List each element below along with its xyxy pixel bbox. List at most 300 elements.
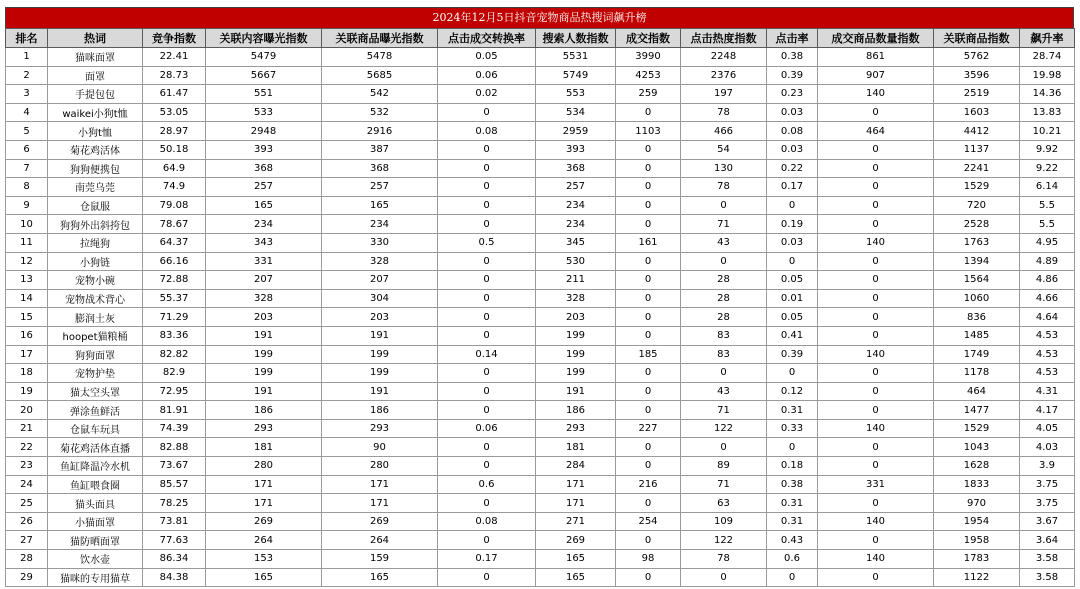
click-conversion-cell: 0 [438, 568, 536, 587]
searchers-index-cell: 271 [536, 512, 616, 531]
click-conversion-cell: 0.08 [438, 122, 536, 141]
related-product-cell: 3596 [934, 66, 1020, 85]
deal-quantity-cell: 140 [818, 419, 934, 438]
product-exposure-cell: 191 [322, 326, 438, 345]
table-row[interactable] [6, 48, 1075, 67]
rank-cell: 3 [6, 85, 48, 104]
product-exposure-cell: 280 [322, 457, 438, 476]
table-row[interactable] [6, 494, 1075, 513]
click-heat-cell: 71 [681, 401, 767, 420]
searchers-index-cell: 293 [536, 419, 616, 438]
keyword-cell: 狗狗便携包 [48, 159, 143, 178]
rank-cell: 12 [6, 252, 48, 271]
searchers-index-cell: 284 [536, 457, 616, 476]
surge-rate-cell: 3.75 [1020, 494, 1075, 513]
click-heat-cell: 89 [681, 457, 767, 476]
searchers-index-cell: 553 [536, 85, 616, 104]
deal-quantity-cell: 140 [818, 512, 934, 531]
table-row[interactable] [6, 271, 1075, 290]
ctr-cell: 0 [767, 196, 818, 215]
click-conversion-cell: 0 [438, 382, 536, 401]
ranking-sheet [5, 7, 1074, 587]
click-heat-cell: 0 [681, 364, 767, 383]
searchers-index-cell: 191 [536, 382, 616, 401]
deal-quantity-cell: 0 [818, 271, 934, 290]
rank-cell: 19 [6, 382, 48, 401]
deal-quantity-cell: 0 [818, 215, 934, 234]
competition-index-cell: 78.25 [143, 494, 206, 513]
ctr-cell: 0.43 [767, 531, 818, 550]
deal-quantity-cell: 0 [818, 308, 934, 327]
competition-index-cell: 28.73 [143, 66, 206, 85]
product-exposure-cell: 191 [322, 382, 438, 401]
competition-index-cell: 72.95 [143, 382, 206, 401]
deal-index-cell: 0 [616, 494, 681, 513]
rank-cell: 21 [6, 419, 48, 438]
table-row[interactable] [6, 364, 1075, 383]
ctr-cell: 0.05 [767, 271, 818, 290]
competition-index-cell: 82.9 [143, 364, 206, 383]
surge-rate-cell: 9.22 [1020, 159, 1075, 178]
searchers-index-cell: 199 [536, 345, 616, 364]
deal-index-cell: 227 [616, 419, 681, 438]
click-heat-cell: 28 [681, 308, 767, 327]
surge-rate-cell: 4.03 [1020, 438, 1075, 457]
keyword-cell: 南莞乌莞 [48, 178, 143, 197]
product-exposure-cell: 171 [322, 494, 438, 513]
content-exposure-cell: 5479 [206, 48, 322, 67]
deal-quantity-cell: 0 [818, 531, 934, 550]
surge-rate-cell: 13.83 [1020, 103, 1075, 122]
rank-cell: 25 [6, 494, 48, 513]
deal-index-cell: 0 [616, 364, 681, 383]
competition-index-cell: 79.08 [143, 196, 206, 215]
competition-index-cell: 74.9 [143, 178, 206, 197]
click-conversion-cell: 0.06 [438, 419, 536, 438]
deal-index-cell: 0 [616, 252, 681, 271]
keyword-cell: 仓鼠服 [48, 196, 143, 215]
content-exposure-cell: 368 [206, 159, 322, 178]
keyword-cell: 宠物小碗 [48, 271, 143, 290]
click-heat-cell: 83 [681, 345, 767, 364]
rank-cell: 10 [6, 215, 48, 234]
surge-rate-cell: 4.05 [1020, 419, 1075, 438]
competition-index-cell: 82.88 [143, 438, 206, 457]
deal-index-cell: 0 [616, 103, 681, 122]
deal-index-cell: 1103 [616, 122, 681, 141]
rank-cell: 6 [6, 140, 48, 159]
click-heat-cell: 71 [681, 215, 767, 234]
related-product-cell: 1122 [934, 568, 1020, 587]
rank-cell: 5 [6, 122, 48, 141]
click-heat-cell: 78 [681, 550, 767, 569]
table-row[interactable] [6, 326, 1075, 345]
surge-rate-cell: 4.64 [1020, 308, 1075, 327]
click-heat-cell: 78 [681, 103, 767, 122]
competition-index-cell: 81.91 [143, 401, 206, 420]
deal-quantity-cell: 140 [818, 550, 934, 569]
table-row[interactable] [6, 475, 1075, 494]
ctr-cell: 0.31 [767, 401, 818, 420]
table-row[interactable] [6, 382, 1075, 401]
product-exposure-cell: 234 [322, 215, 438, 234]
keyword-cell: 面罩 [48, 66, 143, 85]
table-header-row [6, 29, 1075, 48]
related-product-cell: 1485 [934, 326, 1020, 345]
deal-quantity-cell: 0 [818, 457, 934, 476]
column-header[interactable]: 竞争指数 [143, 29, 206, 48]
rank-cell: 1 [6, 48, 48, 67]
keyword-cell: 小狗t恤 [48, 122, 143, 141]
surge-rate-cell: 3.58 [1020, 568, 1075, 587]
table-row[interactable] [6, 438, 1075, 457]
competition-index-cell: 64.37 [143, 233, 206, 252]
keyword-cell: 膨润土灰 [48, 308, 143, 327]
product-exposure-cell: 90 [322, 438, 438, 457]
table-row[interactable] [6, 308, 1075, 327]
content-exposure-cell: 293 [206, 419, 322, 438]
keyword-cell: 鱼缸降温冷水机 [48, 457, 143, 476]
column-header[interactable]: 成交商品数量指数 [818, 29, 934, 48]
surge-rate-cell: 4.53 [1020, 345, 1075, 364]
column-header[interactable]: 点击热度指数 [681, 29, 767, 48]
product-exposure-cell: 165 [322, 196, 438, 215]
keyword-cell: 弹涂鱼鲜活 [48, 401, 143, 420]
keyword-cell: hoopet猫粮桶 [48, 326, 143, 345]
click-conversion-cell: 0 [438, 457, 536, 476]
deal-quantity-cell: 140 [818, 233, 934, 252]
deal-quantity-cell: 861 [818, 48, 934, 67]
content-exposure-cell: 207 [206, 271, 322, 290]
rank-cell: 27 [6, 531, 48, 550]
deal-index-cell: 0 [616, 215, 681, 234]
click-conversion-cell: 0.6 [438, 475, 536, 494]
column-header[interactable]: 飙升率 [1020, 29, 1075, 48]
deal-index-cell: 0 [616, 438, 681, 457]
competition-index-cell: 82.82 [143, 345, 206, 364]
searchers-index-cell: 234 [536, 215, 616, 234]
table-row[interactable] [6, 401, 1075, 420]
content-exposure-cell: 264 [206, 531, 322, 550]
content-exposure-cell: 551 [206, 85, 322, 104]
keyword-cell: 拉绳狗 [48, 233, 143, 252]
searchers-index-cell: 328 [536, 289, 616, 308]
click-conversion-cell: 0 [438, 196, 536, 215]
click-conversion-cell: 0 [438, 308, 536, 327]
rank-cell: 4 [6, 103, 48, 122]
searchers-index-cell: 345 [536, 233, 616, 252]
table-row[interactable] [6, 252, 1075, 271]
click-conversion-cell: 0 [438, 531, 536, 550]
surge-rate-cell: 19.98 [1020, 66, 1075, 85]
surge-rate-cell: 28.74 [1020, 48, 1075, 67]
content-exposure-cell: 393 [206, 140, 322, 159]
column-header[interactable]: 点击成交转换率 [438, 29, 536, 48]
related-product-cell: 1833 [934, 475, 1020, 494]
table-row[interactable] [6, 289, 1075, 308]
content-exposure-cell: 5667 [206, 66, 322, 85]
table-row[interactable] [6, 159, 1075, 178]
ctr-cell: 0.03 [767, 103, 818, 122]
searchers-index-cell: 534 [536, 103, 616, 122]
competition-index-cell: 28.97 [143, 122, 206, 141]
keyword-cell: 猫防晒面罩 [48, 531, 143, 550]
click-heat-cell: 83 [681, 326, 767, 345]
ctr-cell: 0.39 [767, 345, 818, 364]
ctr-cell: 0.6 [767, 550, 818, 569]
deal-index-cell: 0 [616, 159, 681, 178]
rank-cell: 22 [6, 438, 48, 457]
competition-index-cell: 66.16 [143, 252, 206, 271]
competition-index-cell: 84.38 [143, 568, 206, 587]
competition-index-cell: 50.18 [143, 140, 206, 159]
competition-index-cell: 22.41 [143, 48, 206, 67]
related-product-cell: 970 [934, 494, 1020, 513]
table-row[interactable] [6, 196, 1075, 215]
keyword-cell: 猫咪面罩 [48, 48, 143, 67]
click-heat-cell: 109 [681, 512, 767, 531]
keyword-cell: 小猫面罩 [48, 512, 143, 531]
keyword-cell: 菊花鸡活体直播 [48, 438, 143, 457]
keyword-cell: waikei小狗t恤 [48, 103, 143, 122]
content-exposure-cell: 171 [206, 475, 322, 494]
related-product-cell: 1137 [934, 140, 1020, 159]
deal-index-cell: 216 [616, 475, 681, 494]
keyword-cell: 手提包包 [48, 85, 143, 104]
related-product-cell: 1783 [934, 550, 1020, 569]
competition-index-cell: 61.47 [143, 85, 206, 104]
related-product-cell: 1958 [934, 531, 1020, 550]
deal-index-cell: 0 [616, 140, 681, 159]
product-exposure-cell: 165 [322, 568, 438, 587]
product-exposure-cell: 203 [322, 308, 438, 327]
table-row[interactable] [6, 233, 1075, 252]
surge-rate-cell: 5.5 [1020, 196, 1075, 215]
competition-index-cell: 55.37 [143, 289, 206, 308]
ctr-cell: 0.39 [767, 66, 818, 85]
product-exposure-cell: 264 [322, 531, 438, 550]
column-header[interactable]: 成交指数 [616, 29, 681, 48]
deal-index-cell: 0 [616, 178, 681, 197]
related-product-cell: 5762 [934, 48, 1020, 67]
competition-index-cell: 85.57 [143, 475, 206, 494]
column-header[interactable]: 关联商品曝光指数 [322, 29, 438, 48]
rank-cell: 14 [6, 289, 48, 308]
deal-quantity-cell: 0 [818, 140, 934, 159]
click-conversion-cell: 0 [438, 159, 536, 178]
table-row[interactable] [6, 531, 1075, 550]
deal-quantity-cell: 0 [818, 196, 934, 215]
surge-rate-cell: 4.86 [1020, 271, 1075, 290]
searchers-index-cell: 257 [536, 178, 616, 197]
deal-quantity-cell: 140 [818, 85, 934, 104]
rank-cell: 23 [6, 457, 48, 476]
column-header[interactable]: 热词 [48, 29, 143, 48]
surge-rate-cell: 4.89 [1020, 252, 1075, 271]
click-heat-cell: 2248 [681, 48, 767, 67]
related-product-cell: 1954 [934, 512, 1020, 531]
surge-rate-cell: 4.53 [1020, 326, 1075, 345]
deal-quantity-cell: 0 [818, 103, 934, 122]
table-row[interactable] [6, 419, 1075, 438]
table-row[interactable] [6, 512, 1075, 531]
click-conversion-cell: 0 [438, 326, 536, 345]
click-heat-cell: 43 [681, 233, 767, 252]
click-conversion-cell: 0.05 [438, 48, 536, 67]
product-exposure-cell: 330 [322, 233, 438, 252]
competition-index-cell: 78.67 [143, 215, 206, 234]
related-product-cell: 2519 [934, 85, 1020, 104]
related-product-cell: 1628 [934, 457, 1020, 476]
related-product-cell: 1529 [934, 178, 1020, 197]
deal-index-cell: 4253 [616, 66, 681, 85]
click-heat-cell: 0 [681, 196, 767, 215]
surge-rate-cell: 3.67 [1020, 512, 1075, 531]
deal-quantity-cell: 0 [818, 494, 934, 513]
related-product-cell: 836 [934, 308, 1020, 327]
searchers-index-cell: 171 [536, 475, 616, 494]
keyword-cell: 猫太空头罩 [48, 382, 143, 401]
product-exposure-cell: 199 [322, 345, 438, 364]
rank-cell: 7 [6, 159, 48, 178]
deal-index-cell: 0 [616, 326, 681, 345]
deal-index-cell: 0 [616, 457, 681, 476]
product-exposure-cell: 387 [322, 140, 438, 159]
click-heat-cell: 2376 [681, 66, 767, 85]
competition-index-cell: 64.9 [143, 159, 206, 178]
click-conversion-cell: 0 [438, 271, 536, 290]
related-product-cell: 720 [934, 196, 1020, 215]
product-exposure-cell: 5478 [322, 48, 438, 67]
table-row[interactable] [6, 85, 1075, 104]
keyword-cell: 小狗链 [48, 252, 143, 271]
deal-index-cell: 0 [616, 289, 681, 308]
product-exposure-cell: 2916 [322, 122, 438, 141]
column-header[interactable]: 关联商品指数 [934, 29, 1020, 48]
ctr-cell: 0.38 [767, 475, 818, 494]
ctr-cell: 0.17 [767, 178, 818, 197]
deal-quantity-cell: 0 [818, 364, 934, 383]
competition-index-cell: 74.39 [143, 419, 206, 438]
keyword-cell: 鱼缸喂食圈 [48, 475, 143, 494]
ctr-cell: 0.19 [767, 215, 818, 234]
keyword-cell: 宠物护垫 [48, 364, 143, 383]
table-row[interactable] [6, 140, 1075, 159]
related-product-cell: 2528 [934, 215, 1020, 234]
table-row[interactable] [6, 66, 1075, 85]
table-row[interactable] [6, 103, 1075, 122]
searchers-index-cell: 234 [536, 196, 616, 215]
ctr-cell: 0.31 [767, 512, 818, 531]
surge-rate-cell: 4.53 [1020, 364, 1075, 383]
deal-quantity-cell: 0 [818, 401, 934, 420]
click-conversion-cell: 0.14 [438, 345, 536, 364]
content-exposure-cell: 191 [206, 326, 322, 345]
surge-rate-cell: 3.64 [1020, 531, 1075, 550]
column-header[interactable]: 排名 [6, 29, 48, 48]
deal-quantity-cell: 464 [818, 122, 934, 141]
deal-index-cell: 0 [616, 382, 681, 401]
rank-cell: 24 [6, 475, 48, 494]
content-exposure-cell: 186 [206, 401, 322, 420]
ctr-cell: 0.03 [767, 233, 818, 252]
click-conversion-cell: 0 [438, 401, 536, 420]
table-row[interactable] [6, 568, 1075, 587]
product-exposure-cell: 269 [322, 512, 438, 531]
related-product-cell: 2241 [934, 159, 1020, 178]
content-exposure-cell: 191 [206, 382, 322, 401]
content-exposure-cell: 199 [206, 364, 322, 383]
column-header[interactable]: 点击率 [767, 29, 818, 48]
rank-cell: 11 [6, 233, 48, 252]
deal-index-cell: 0 [616, 568, 681, 587]
table-row[interactable] [6, 550, 1075, 569]
click-conversion-cell: 0 [438, 364, 536, 383]
deal-quantity-cell: 140 [818, 345, 934, 364]
searchers-index-cell: 393 [536, 140, 616, 159]
click-conversion-cell: 0 [438, 289, 536, 308]
table-row[interactable] [6, 345, 1075, 364]
click-heat-cell: 466 [681, 122, 767, 141]
column-header[interactable]: 搜索人数指数 [536, 29, 616, 48]
rank-cell: 16 [6, 326, 48, 345]
surge-rate-cell: 4.17 [1020, 401, 1075, 420]
keyword-cell: 猫咪的专用猫草 [48, 568, 143, 587]
rank-cell: 2 [6, 66, 48, 85]
table-row[interactable] [6, 215, 1075, 234]
click-conversion-cell: 0 [438, 494, 536, 513]
click-conversion-cell: 0 [438, 178, 536, 197]
competition-index-cell: 83.36 [143, 326, 206, 345]
content-exposure-cell: 2948 [206, 122, 322, 141]
searchers-index-cell: 181 [536, 438, 616, 457]
table-row[interactable] [6, 457, 1075, 476]
competition-index-cell: 72.88 [143, 271, 206, 290]
click-conversion-cell: 0 [438, 103, 536, 122]
click-conversion-cell: 0 [438, 252, 536, 271]
content-exposure-cell: 280 [206, 457, 322, 476]
competition-index-cell: 71.29 [143, 308, 206, 327]
keyword-cell: 宠物战术背心 [48, 289, 143, 308]
keyword-cell: 仓鼠车玩具 [48, 419, 143, 438]
product-exposure-cell: 159 [322, 550, 438, 569]
rank-cell: 28 [6, 550, 48, 569]
table-row[interactable] [6, 122, 1075, 141]
searchers-index-cell: 530 [536, 252, 616, 271]
searchers-index-cell: 269 [536, 531, 616, 550]
keyword-cell: 狗狗面罩 [48, 345, 143, 364]
surge-rate-cell: 3.75 [1020, 475, 1075, 494]
rank-cell: 9 [6, 196, 48, 215]
content-exposure-cell: 343 [206, 233, 322, 252]
click-heat-cell: 54 [681, 140, 767, 159]
click-heat-cell: 71 [681, 475, 767, 494]
table-row[interactable] [6, 178, 1075, 197]
product-exposure-cell: 532 [322, 103, 438, 122]
keyword-cell: 菊花鸡活体 [48, 140, 143, 159]
click-heat-cell: 63 [681, 494, 767, 513]
deal-quantity-cell: 0 [818, 568, 934, 587]
related-product-cell: 1529 [934, 419, 1020, 438]
content-exposure-cell: 199 [206, 345, 322, 364]
surge-rate-cell: 4.31 [1020, 382, 1075, 401]
searchers-index-cell: 199 [536, 364, 616, 383]
click-heat-cell: 0 [681, 438, 767, 457]
rank-cell: 8 [6, 178, 48, 197]
ctr-cell: 0.03 [767, 140, 818, 159]
column-header[interactable]: 关联内容曝光指数 [206, 29, 322, 48]
content-exposure-cell: 533 [206, 103, 322, 122]
